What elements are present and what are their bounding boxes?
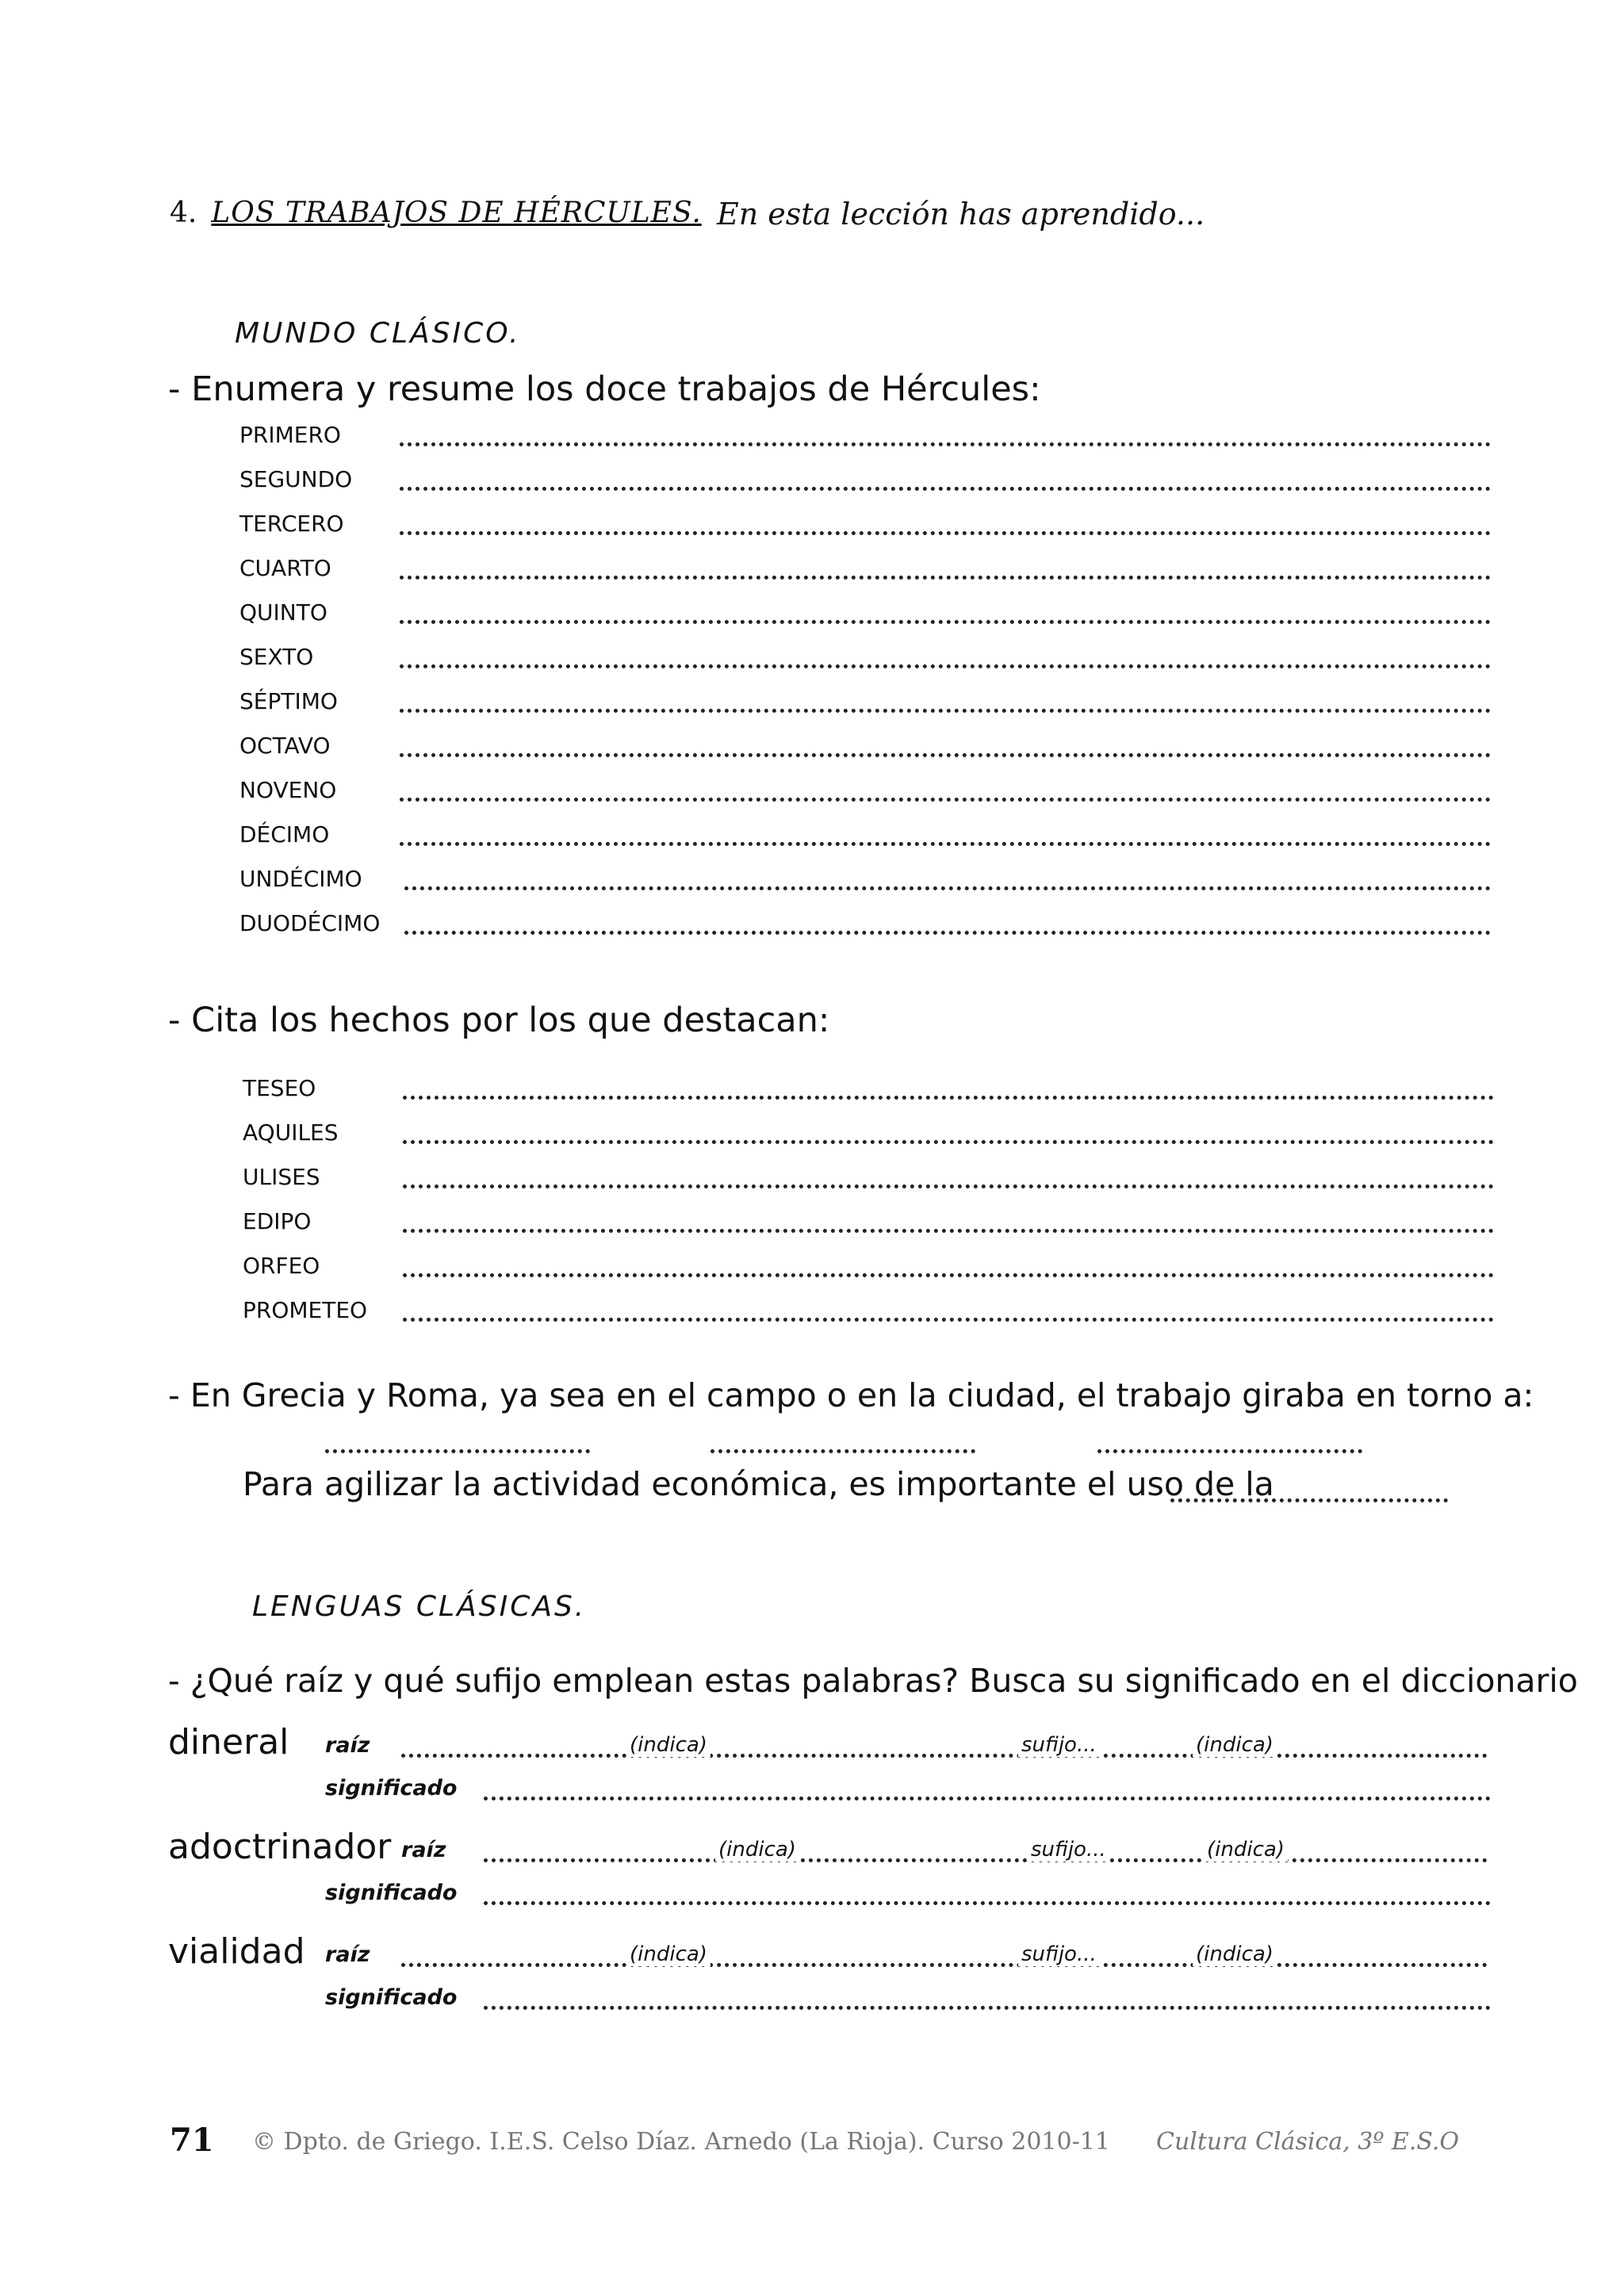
page-number: 71 (170, 2122, 214, 2159)
raiz-sufijo-line[interactable] (401, 1754, 1488, 1758)
answer-line[interactable] (400, 576, 1491, 580)
trabajo-label: UNDÉCIMO (239, 866, 362, 892)
answer-line-3[interactable] (1097, 1449, 1362, 1453)
question-trabajos: - Enumera y resume los doce trabajos de Hércules: (168, 369, 1041, 409)
trabajo-label: TERCERO (239, 511, 344, 537)
sufijo-label: sufijo... (1018, 1733, 1100, 1757)
answer-line-economia[interactable] (1170, 1498, 1448, 1502)
answer-line[interactable] (400, 531, 1491, 535)
word-label: adoctrinador (168, 1827, 392, 1867)
trabajo-label: SEXTO (239, 644, 314, 670)
significado-label: significado (325, 1776, 458, 1800)
indica-label: (indica) (715, 1838, 799, 1862)
answer-line[interactable] (400, 798, 1491, 802)
answer-line-2[interactable] (710, 1449, 975, 1453)
raiz-label: raíz (325, 1942, 370, 1967)
indica-label-2: (indica) (1193, 1942, 1277, 1966)
question-raiz-sufijo: - ¿Qué raíz y qué sufijo emplean estas palabras? Busca su significado en el diccionario (168, 1662, 1578, 1700)
question-economia: Para agilizar la actividad económica, es importante el uso de la (243, 1465, 1274, 1503)
trabajo-label: NOVENO (239, 777, 337, 803)
answer-line[interactable] (403, 1140, 1494, 1144)
trabajo-label: DUODÉCIMO (239, 910, 381, 936)
answer-line[interactable] (403, 1096, 1494, 1100)
answer-line[interactable] (404, 931, 1491, 935)
question-heroes: - Cita los hechos por los que destacan: (168, 1001, 830, 1040)
answer-line[interactable] (403, 1273, 1494, 1277)
answer-line[interactable] (400, 442, 1491, 446)
word-label: dineral (168, 1722, 289, 1762)
trabajo-label: CUARTO (239, 555, 331, 581)
hero-label: ORFEO (243, 1253, 320, 1279)
answer-line[interactable] (403, 1318, 1494, 1322)
hero-label: TESEO (243, 1075, 316, 1101)
hero-label: AQUILES (243, 1119, 339, 1146)
raiz-label: raíz (325, 1733, 370, 1758)
answer-line[interactable] (400, 487, 1491, 491)
question-trabajo-torno: - En Grecia y Roma, ya sea en el campo o en la ciudad, el trabajo giraba en torno a: (168, 1376, 1534, 1414)
answer-line-1[interactable] (325, 1449, 590, 1453)
hero-label: ULISES (243, 1164, 320, 1190)
sufijo-label: sufijo... (1018, 1942, 1100, 1966)
indica-label-2: (indica) (1204, 1838, 1288, 1862)
footer-copyright: © Dpto. de Griego. I.E.S. Celso Díaz. Arnedo (La Rioja). Curso 2010-11 (252, 2128, 1110, 2156)
footer-course: Cultura Clásica, 3º E.S.O (1156, 2128, 1459, 2156)
trabajo-label: PRIMERO (239, 422, 341, 448)
trabajo-label: DÉCIMO (239, 821, 330, 848)
answer-line[interactable] (403, 1184, 1494, 1188)
section-title-mundo-clasico: MUNDO CLÁSICO. (235, 317, 521, 350)
significado-line[interactable] (484, 2006, 1491, 2010)
trabajo-label: SEGUNDO (239, 466, 353, 492)
significado-label: significado (325, 1985, 458, 2010)
trabajo-label: QUINTO (239, 599, 327, 626)
hero-label: EDIPO (243, 1208, 312, 1234)
raiz-sufijo-line[interactable] (484, 1858, 1488, 1862)
answer-line[interactable] (400, 664, 1491, 668)
trabajo-label: SÉPTIMO (239, 688, 338, 714)
raiz-sufijo-line[interactable] (401, 1963, 1488, 1967)
significado-line[interactable] (484, 1797, 1491, 1800)
significado-line[interactable] (484, 1901, 1491, 1905)
word-label: vialidad (168, 1931, 305, 1972)
lesson-title: LOS TRABAJOS DE HÉRCULES. (211, 197, 702, 229)
lesson-header (170, 197, 702, 229)
answer-line[interactable] (400, 842, 1491, 846)
answer-line[interactable] (403, 1229, 1494, 1233)
section-title-lenguas-clasicas: LENGUAS CLÁSICAS. (252, 1590, 587, 1623)
indica-label-2: (indica) (1193, 1733, 1277, 1757)
raiz-label: raíz (401, 1838, 446, 1862)
answer-line[interactable] (400, 753, 1491, 757)
answer-line[interactable] (404, 886, 1491, 890)
hero-label: PROMETEO (243, 1297, 368, 1323)
indica-label: (indica) (626, 1942, 710, 1966)
answer-line[interactable] (400, 709, 1491, 713)
sufijo-label: sufijo... (1028, 1838, 1109, 1862)
answer-line[interactable] (400, 620, 1491, 624)
significado-label: significado (325, 1881, 458, 1905)
lesson-number: 4. (170, 197, 197, 229)
indica-label: (indica) (626, 1733, 710, 1757)
trabajo-label: OCTAVO (239, 733, 331, 759)
lesson-subtitle: En esta lección has aprendido... (717, 197, 1205, 232)
